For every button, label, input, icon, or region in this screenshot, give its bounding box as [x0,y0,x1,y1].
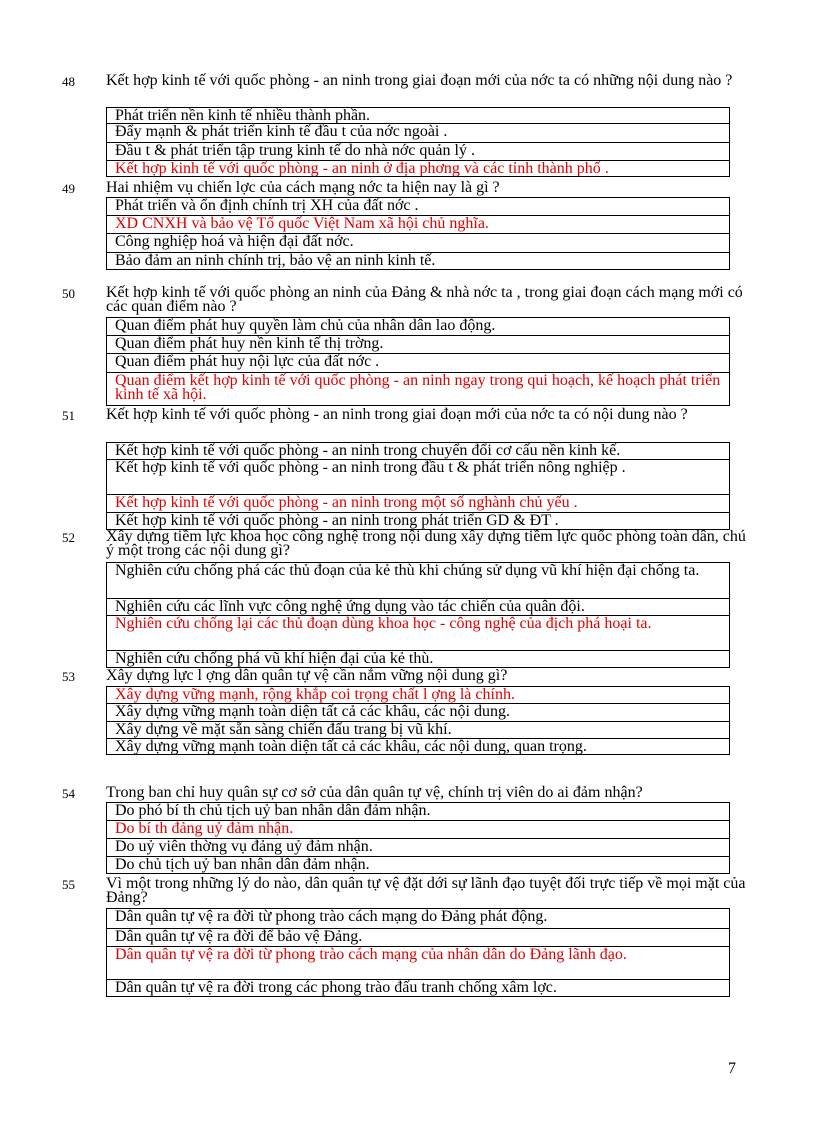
question-number: 55 [62,877,75,892]
option-b: Dân quân tự vệ ra đời để bảo vệ Đảng. [107,929,729,947]
option-a-correct: Xây dựng vững mạnh, rộng khắp coi trọng chất l ợng là chính. [107,687,729,704]
option-d: Bảo đảm an ninh chính trị, bảo vệ an ninh kinh tế. [107,253,729,270]
options-table [106,908,730,997]
option-a: Do phó bí th chủ tịch uỷ ban nhân dân đảm nhận. [107,803,729,821]
question-number: 54 [62,786,75,801]
option-c: Quan điểm phát huy nội lực của đất nớc . [107,354,729,373]
question-number: 51 [62,408,75,423]
option-d: Kết hợp kinh tế với quốc phòng - an ninh trong phát triển GD & ĐT . [107,513,729,530]
option-a: Kết hợp kinh tế với quốc phòng - an ninh trong chuyển đổi cơ cấu nền kinh kế. [107,443,729,460]
option-a: Quan điểm phát huy quyền làm chủ của nhân dân lao động. [107,318,729,336]
option-d: Xây dựng vững mạnh toàn diện tất cả các khâu, các nội dung, quan trọng. [107,739,729,755]
page-number: 7 [728,1060,736,1077]
option-b: Xây dựng vững mạnh toàn diện tất cả các khâu, các nội dung. [107,704,729,722]
option-c-correct: Kết hợp kinh tế với quốc phòng - an ninh trong một số nghành chủ yếu . [107,495,729,513]
option-d-correct: Quan điểm kết hợp kinh tế với quốc phòng - an ninh ngay trong qui hoạch, kế hoạch phát triển kinh tế xã hội. [107,373,729,406]
option-b-correct: XD CNXH và bảo vệ Tổ quốc Việt Nam xã hội chủ nghĩa. [107,216,729,234]
option-a: Dân quân tự vệ ra đời từ phong trào cách mạng do Đảng phát động. [107,909,729,929]
option-b: Quan điểm phát huy nền kinh tế thị trờng. [107,336,729,354]
question-text: Kết hợp kinh tế với quốc phòng - an ninh trong giai đoạn mới của nớc ta có những nội dung nào ? [106,72,733,89]
option-a: Phát triển nền kinh tế nhiều thành phần. [107,108,729,124]
option-d-correct: Kết hợp kinh tế với quốc phòng - an ninh ở địa phơng và các tỉnh thành phố . [107,161,729,177]
question-text: Kết hợp kinh tế với quốc phòng an ninh của Đảng & nhà nớc ta , trong giai đoạn cách mạng mới có các quan điểm nào ? [106,284,743,315]
question-text: Hai nhiệm vụ chiến lợc của cách mạng nớc ta hiện nay là gì ? [106,179,500,196]
question-number: 49 [62,181,75,196]
options-table [106,317,730,406]
option-b: Đẩy mạnh & phát triển kinh tế đầu t của nớc ngoài . [107,124,729,143]
question-number: 48 [62,74,75,89]
options-table [106,442,730,530]
option-c: Công nghiệp hoá và hiện đại đất nớc. [107,234,729,253]
question-number: 53 [62,669,75,684]
question-text: Xây dựng tiềm lực khoa học công nghệ trong nội dung xây dựng tiềm lực quốc phòng toàn dân, chú ý một trong các nội dung gì? [106,528,746,559]
option-c-correct: Dân quân tự vệ ra đời từ phong trào cách mạng của nhân dân do Đảng lãnh đạo. [107,947,729,980]
options-table [106,107,730,177]
option-b-correct: Do bí th đảng uỷ đảm nhận. [107,821,729,839]
question-text: Kết hợp kinh tế với quốc phòng - an ninh trong giai đoạn mới của nớc ta có nội dung nào ? [106,406,688,423]
option-d: Nghiên cứu chống phá vũ khí hiện đại của kẻ thù. [107,651,729,668]
option-c: Do uỷ viên thờng vụ đảng uỷ đảm nhận. [107,839,729,857]
question-text: Xây dựng lực l ợng dân quân tự vệ cần nắm vững nội dung gì? [106,667,508,684]
option-c: Xây dựng về mặt sẵn sàng chiến đấu trang bị vũ khí. [107,722,729,739]
options-table [106,802,730,874]
option-c-correct: Nghiên cứu chống lại các thủ đoạn dùng khoa học - công nghệ của địch phá hoại ta. [107,616,729,651]
option-d: Dân quân tự vệ ra đời trong các phong trào đấu tranh chống xâm lợc. [107,980,729,997]
option-b: Nghiên cứu các lĩnh vực công nghệ ứng dụng vào tác chiến của quân đội. [107,599,729,616]
option-c: Đầu t & phát triển tập trung kinh tế do nhà nớc quản lý . [107,143,729,161]
question-text: Vì một trong những lý do nào, dân quân tự vệ đặt dới sự lãnh đạo tuyệt đối trực tiếp về mọi mặt của Đảng? [106,875,746,906]
option-b: Kết hợp kinh tế với quốc phòng - an ninh trong đầu t & phát triển nông nghiệp . [107,460,729,495]
option-d: Do chủ tịch uỷ ban nhân dân đảm nhận. [107,857,729,874]
question-number: 50 [62,286,75,301]
question-number: 52 [62,530,75,545]
options-table [106,686,730,755]
option-a: Nghiên cứu chống phá các thủ đoạn của kẻ thù khi chúng sử dụng vũ khí hiện đại chống ta. [107,563,729,599]
question-text: Trong ban chỉ huy quân sự cơ sở của dân quân tự vệ, chính trị viên do ai đảm nhận? [106,784,643,801]
options-table [106,197,730,270]
options-table [106,562,730,668]
option-a: Phát triển và ổn định chính trị XH của đất nớc . [107,198,729,216]
